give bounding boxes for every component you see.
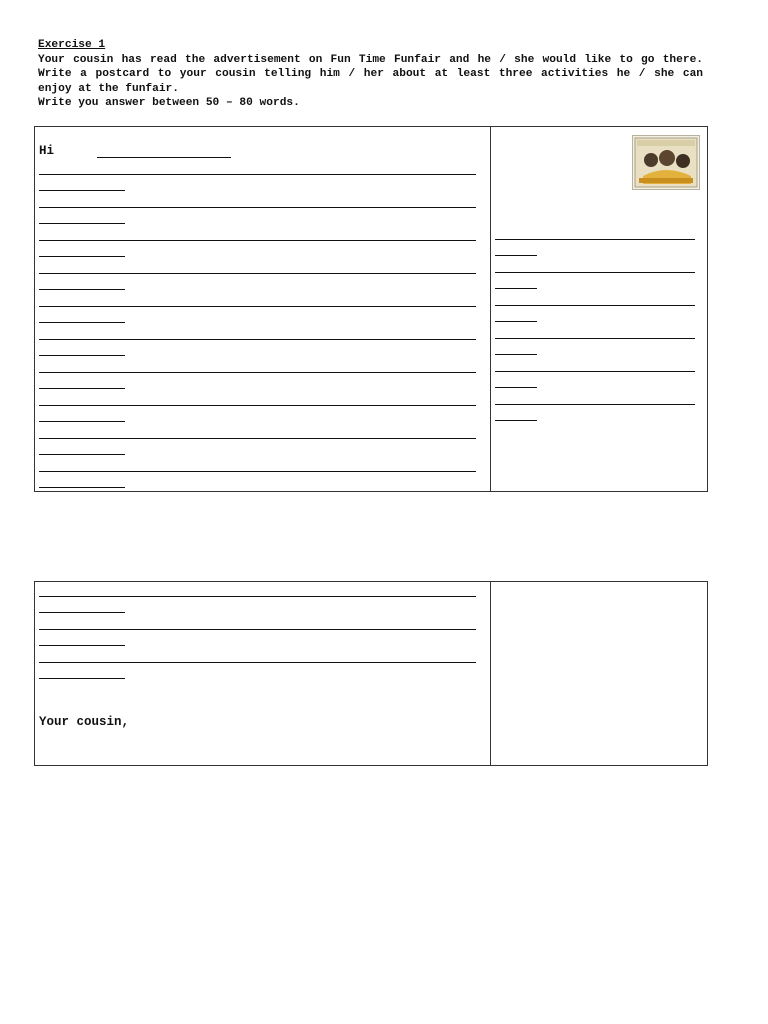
postcard-divider-2 (490, 582, 491, 765)
message-line[interactable] (39, 471, 476, 472)
address-line[interactable] (495, 239, 695, 240)
address-line-short[interactable] (495, 420, 537, 421)
closing-text: Your cousin, (39, 715, 130, 729)
message-line[interactable] (39, 240, 476, 241)
address-line[interactable] (495, 272, 695, 273)
instructions-paragraph: Your cousin has read the advertisement on Fun Time Funfair and he / she would like to go there. Write a postcard to your cousin telling him / her about at least three activities he / she can enjoy at the funfair. (38, 53, 703, 95)
message-line[interactable] (39, 629, 476, 630)
greeting-text: Hi (39, 144, 55, 158)
address-line-short[interactable] (495, 321, 537, 322)
message-line[interactable] (39, 405, 476, 406)
message-line[interactable] (39, 339, 476, 340)
address-line[interactable] (495, 338, 695, 339)
message-line-short[interactable] (39, 355, 125, 356)
message-line[interactable] (39, 174, 476, 175)
word-limit-text: Write you answer between 50 – 80 words. (38, 97, 300, 109)
postcard-front (34, 126, 708, 492)
address-line-short[interactable] (495, 255, 537, 256)
greeting-label (39, 144, 54, 158)
postcard-continued (34, 581, 708, 766)
message-line-short[interactable] (39, 678, 125, 679)
address-line[interactable] (495, 371, 695, 372)
message-line[interactable] (39, 207, 476, 208)
message-line[interactable] (39, 273, 476, 274)
message-line-short[interactable] (39, 645, 125, 646)
message-line-short[interactable] (39, 190, 125, 191)
message-line-short[interactable] (39, 256, 125, 257)
message-line[interactable] (39, 662, 476, 663)
message-line-short[interactable] (39, 612, 125, 613)
address-line-short[interactable] (495, 387, 537, 388)
message-line[interactable] (39, 372, 476, 373)
message-line[interactable] (39, 306, 476, 307)
message-line-short[interactable] (39, 289, 125, 290)
greeting-name-line[interactable] (97, 157, 231, 158)
message-line-short[interactable] (39, 388, 125, 389)
message-line[interactable] (39, 438, 476, 439)
address-line-short[interactable] (495, 354, 537, 355)
message-line-short[interactable] (39, 223, 125, 224)
message-line-short[interactable] (39, 322, 125, 323)
message-line-short[interactable] (39, 487, 125, 488)
address-line-short[interactable] (495, 288, 537, 289)
address-line[interactable] (495, 305, 695, 306)
instructions (38, 38, 703, 111)
stamp-icon (632, 135, 700, 190)
message-line[interactable] (39, 596, 476, 597)
exercise-title: Exercise 1 (38, 39, 106, 51)
address-line[interactable] (495, 404, 695, 405)
message-line-short[interactable] (39, 454, 125, 455)
postcard-divider (490, 127, 491, 491)
message-line-short[interactable] (39, 421, 125, 422)
